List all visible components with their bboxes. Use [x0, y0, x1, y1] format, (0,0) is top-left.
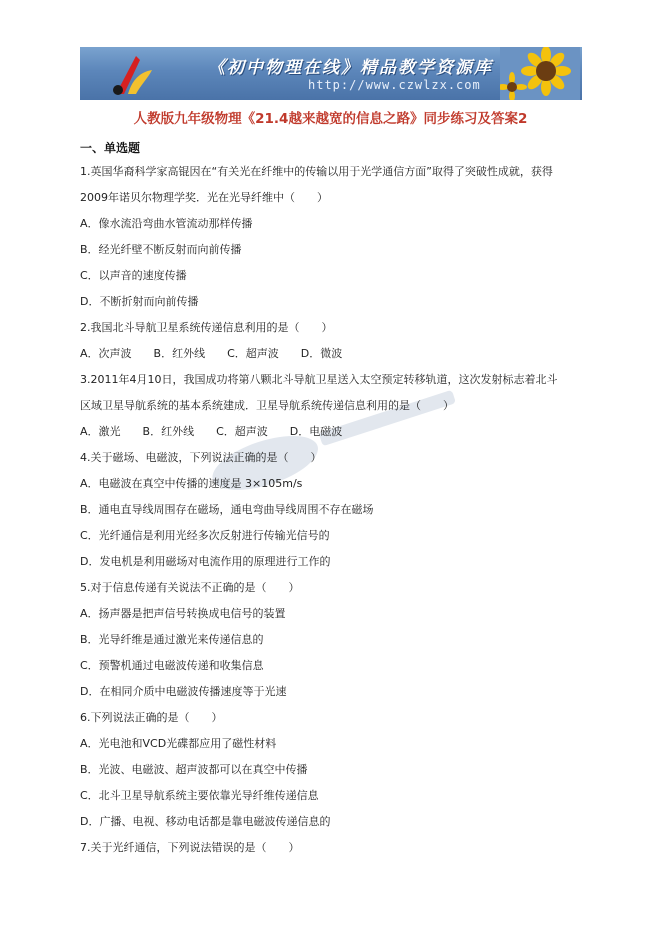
option-line: C．预警机通过电磁波传递和收集信息	[80, 659, 264, 672]
option-line: B．光波、电磁波、超声波都可以在真空中传播	[80, 763, 308, 776]
option-line: D．广播、电视、移动电话都是靠电磁波传递信息的	[80, 815, 331, 828]
banner-title: 《初中物理在线》精品教学资源库	[208, 58, 493, 78]
option-line: D．在相同介质中电磁波传播速度等于光速	[80, 685, 287, 698]
option-line: A．激光 B．红外线 C．超声波 D．电磁波	[80, 425, 343, 438]
text-line: 1.英国华裔科学家高锟因在“有关光在纤维中的传输以用于光学通信方面”取得了突破性成就，获得	[80, 165, 553, 178]
option-line: A．次声波 B．红外线 C．超声波 D．微波	[80, 347, 343, 360]
question-line: 6.下列说法正确的是（ ）	[80, 711, 223, 724]
option-line: B．通电直导线周围存在磁场，通电弯曲导线周围不存在磁场	[80, 503, 374, 516]
option-line: A．像水流沿弯曲水管流动那样传播	[80, 217, 253, 230]
option-line: D．发电机是利用磁场对电流作用的原理进行工作的	[80, 555, 331, 568]
option-line: C．以声音的速度传播	[80, 269, 187, 282]
document-title: 人教版九年级物理《21.4越来越宽的信息之路》同步练习及答案2	[133, 111, 528, 127]
question-line: 5.对于信息传递有关说法不正确的是（ ）	[80, 581, 300, 594]
banner-url: http://www.czwlzx.com	[308, 78, 481, 92]
question-line: 7.关于光纤通信，下列说法错误的是（ ）	[80, 841, 300, 854]
question-line: 3.2011年4月10日，我国成功将第八颗北斗导航卫星送入太空预定转移轨道，这次发射标志着北斗	[80, 373, 558, 386]
header-banner	[80, 47, 582, 100]
option-line: A．扬声器是把声信号转换成电信号的装置	[80, 607, 286, 620]
text-line: 2009年诺贝尔物理学奖．光在光导纤维中（ ）	[80, 191, 328, 204]
option-line: D．不断折射而向前传播	[80, 295, 199, 308]
option-line: B．经光纤壁不断反射而向前传播	[80, 243, 242, 256]
option-line: A．光电池和VCD光碟都应用了磁性材料	[80, 737, 277, 750]
option-line: A．电磁波在真空中传播的速度是 3×105m/s	[80, 477, 303, 490]
option-line: C．光纤通信是利用光经多次反射进行传输光信号的	[80, 529, 330, 542]
site-logo-icon	[106, 50, 156, 97]
section-heading: 一、单选题	[80, 141, 141, 155]
text-line: 区域卫星导航系统的基本系统建成．卫星导航系统传递信息利用的是（ ）	[80, 399, 454, 412]
option-line: C．北斗卫星导航系统主要依靠光导纤维传递信息	[80, 789, 319, 802]
question-line: 2.我国北斗导航卫星系统传递信息利用的是（ ）	[80, 321, 333, 334]
option-line: B．光导纤维是通过激光来传递信息的	[80, 633, 264, 646]
question-line: 4.关于磁场、电磁波，下列说法正确的是（ ）	[80, 451, 322, 464]
sunflower-icon	[500, 47, 580, 100]
